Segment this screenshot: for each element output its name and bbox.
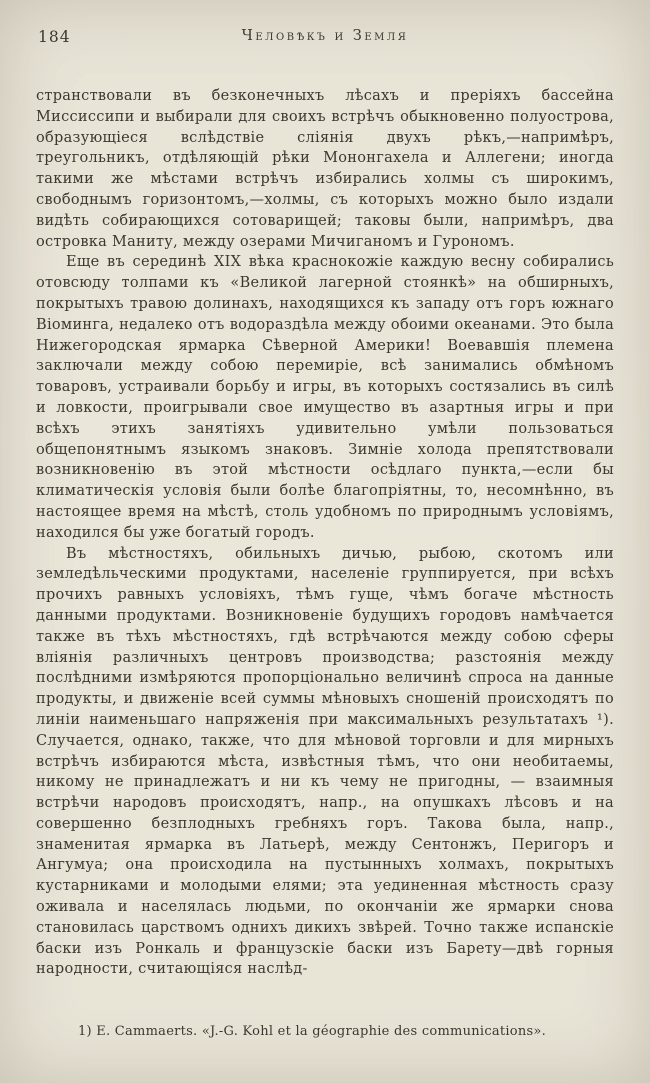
page-header [36,28,614,50]
paragraph: Въ мѣстностяхъ, обильныхъ дичью, рыбою, скотомъ или земледѣльческими продуктами, населеніе группируется, при всѣхъ прочихъ равныхъ условіяхъ, тѣмъ гуще, чѣмъ богаче мѣстность данными продуктами. Возникновеніе будущихъ городовъ намѣчается также въ тѣхъ мѣстностяхъ, гдѣ встрѣчаются между собою сферы вліянія различныхъ центровъ производства; разстоянія между послѣдними измѣряются пропорціонально величинѣ спроса на данные продукты, и движеніе всей суммы мѣновыхъ сношеній происходятъ по линіи наименьшаго напряженія при максимальныхъ результатахъ ¹). Случается, однако, также, что для мѣновой торговли и для мирныхъ встрѣчъ избираются мѣста, извѣстныя тѣмъ, что они необитаемы, никому не принадлежатъ и ни къ чему не пригодны, — взаимныя встрѣчи народовъ происходятъ, напр., на опушкахъ лѣсовъ и на совершенно безплодныхъ гребняхъ горъ. Такова была, напр., знаменитая ярмарка въ Латьерѣ, между Сентонжъ, Перигоръ и Ангумуа; она происходила на пустынныхъ холмахъ, покрытыхъ кустарниками и молодыми елями; эта уединенная мѣстность сразу оживала и населялась людьми, по окончаніи же ярмарки снова становилась царствомъ однихъ дикихъ звѣрей. Точно также испанскіе баски изъ Ронкаль и французскіе баски изъ Барету—двѣ горныя народности, считающіяся наслѣд- [36,545,614,978]
paragraph: Еще въ серединѣ XIX вѣка краснокожіе каждую весну собирались отовсюду толпами къ «Великой лагерной стоянкѣ» на обширныхъ, покрытыхъ травою долинахъ, находящихся къ западу отъ горъ южнаго Віоминга, недалеко отъ водораздѣла между обоими океанами. Это была Нижегородская ярмарка Сѣверной Америки! Воевавшія племена заключали между собою перемиріе, всѣ занимались обмѣномъ товаровъ, устраивали борьбу и игры, въ которыхъ состязались въ силѣ и ловкости, проигрывали свое имущество въ азартныя игры и при всѣхъ этихъ занятіяхъ удивительно умѣли пользоваться общепонятнымъ языкомъ знаковъ. Зимніе холода препятствовали возникновенію въ этой мѣстности осѣдлаго пункта,—если бы климатическія условія были болѣе благопріятны, то, несомнѣнно, въ настоящее время на мѣстѣ, столь удобномъ по природнымъ условіямъ, находился бы уже богатый городъ. [36,254,614,541]
paragraph-continuation: странствовали въ безконечныхъ лѣсахъ и преріяхъ бассейна Миссиссипи и выбирали для своихъ встрѣчъ обыкновенно полуострова, образующіеся вслѣдствіе сліянія двухъ рѣкъ,—напримѣръ, треугольникъ, отдѣляющій рѣки Мононгахела и Аллегени; иногда такими же мѣстами встрѣчъ избирались холмы съ широкимъ, свободнымъ горизонтомъ,—холмы, съ которыхъ можно было издали видѣть собирающихся сотоварищей; таковы были, напримѣръ, два островка Маниту, между озерами Мичиганомъ и Гурономъ. [36,88,614,250]
running-title: Человѣкъ и Земля [241,28,409,44]
page-number: 184 [38,28,71,46]
footnote-area [36,1023,614,1047]
footnote-text: 1) E. Cammaerts. «J.-G. Kohl et la géographie des communications». [78,1024,547,1039]
body-text [36,86,614,1009]
